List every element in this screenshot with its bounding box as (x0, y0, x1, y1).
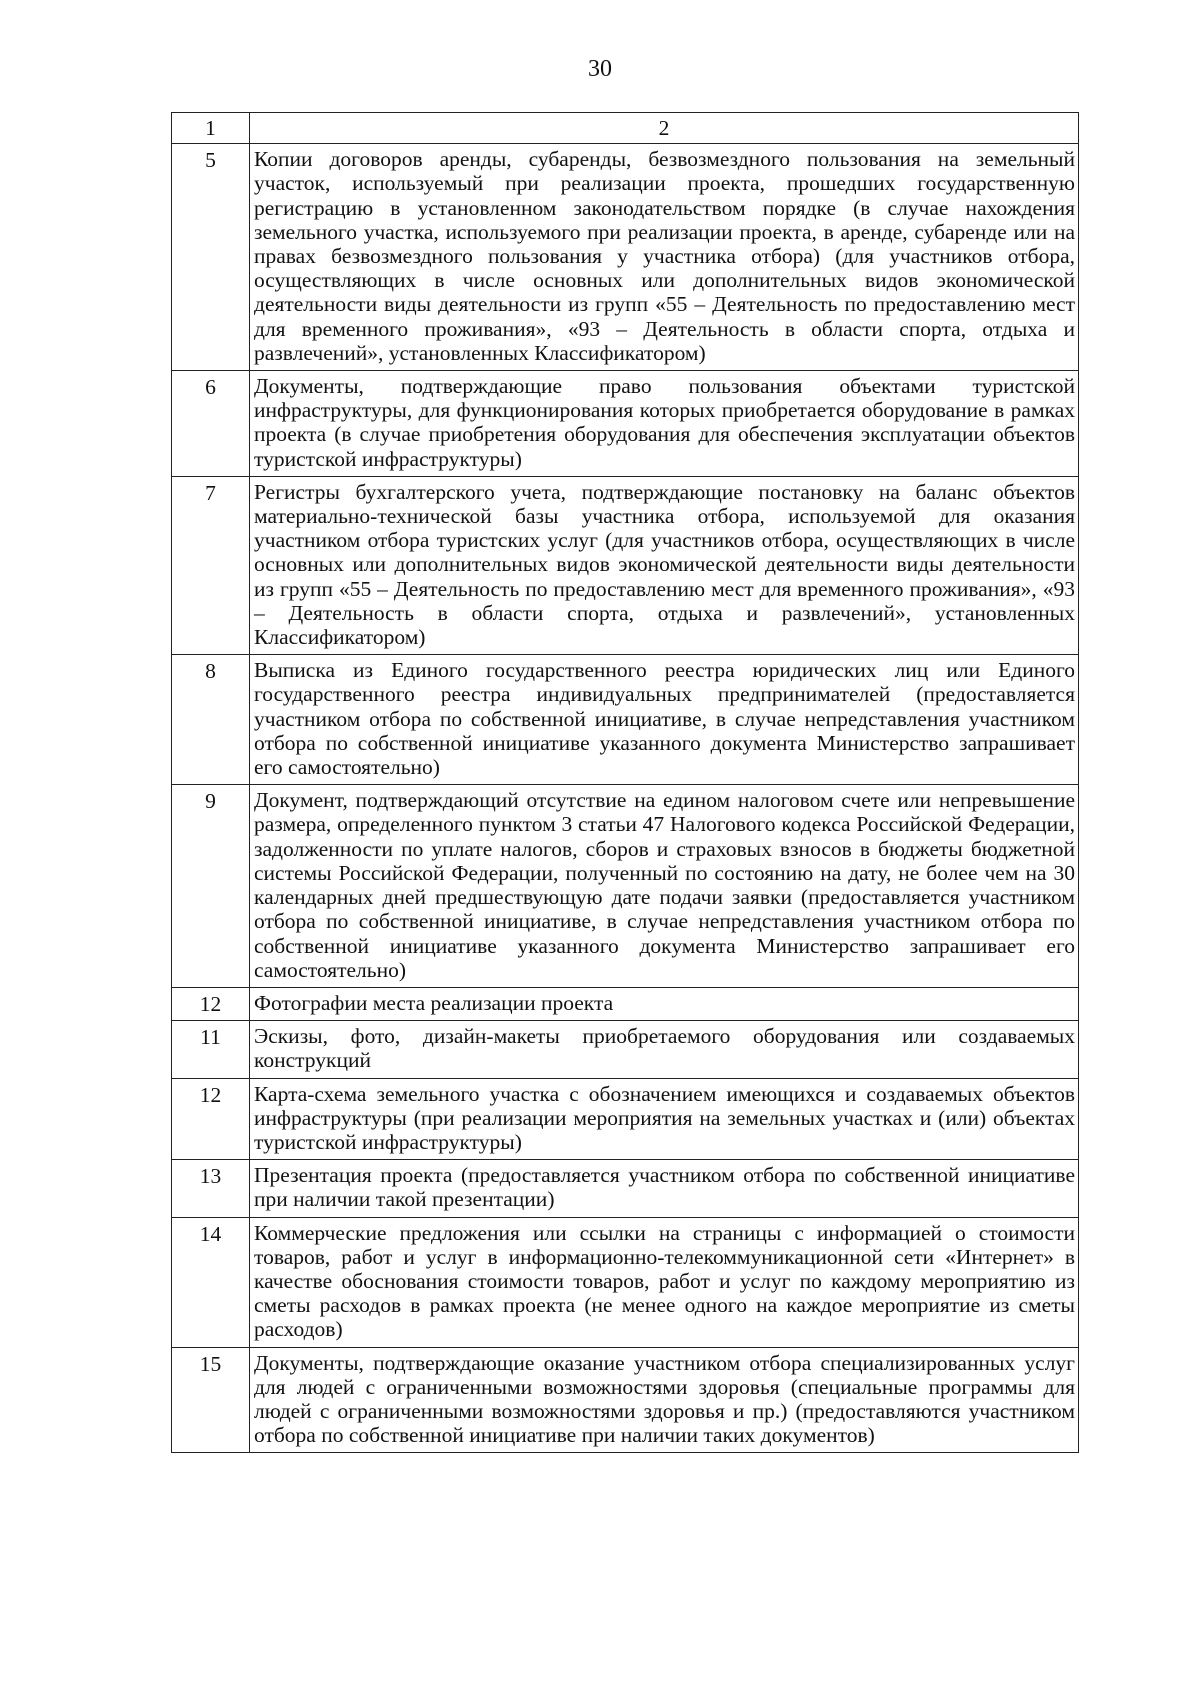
table-header-row (172, 113, 1079, 144)
row-number: 7 (172, 476, 250, 654)
row-text: Выписка из Единого государственного реестра юридических лиц или Единого государственного реестра индивидуальных предпринимателей (предоставляется участником отбора по собственной инициативе, в случае непредставления участником отбора по собственной инициативе указанного документа Министерство запрашивает его самостоятельно) (250, 655, 1079, 785)
row-text: Копии договоров аренды, субаренды, безвозмездного пользования на земельный участок, используемый при реализации проекта, прошедших государственную регистрацию в установленном законодательством порядке (в случае нахождения земельного участка, используемого при реализации проекта, в аренде, субаренде или на правах безвозмездного пользования у участника отбора) (для участников отбора, осуществляющих в числе основных или дополнительных видов экономической деятельности виды деятельности из групп «55 – Деятельность по предоставлению мест для временного проживания», «93 – Деятельность в области спорта, отдыха и развлечений», установленных Классификатором) (250, 144, 1079, 371)
row-text: Карта-схема земельного участка с обозначением имеющихся и создаваемых объектов инфраструктуры (при реализации мероприятия на земельных участках и (или) объектах туристской инфраструктуры) (250, 1078, 1079, 1160)
row-text: Эскизы, фото, дизайн-макеты приобретаемого оборудования или создаваемых конструкций (250, 1021, 1079, 1078)
row-number: 12 (172, 987, 250, 1020)
table-row (172, 1160, 1079, 1217)
row-number: 13 (172, 1160, 250, 1217)
row-text: Документы, подтверждающие оказание участником отбора специализированных услуг для людей с ограниченными возможностями здоровья (специальные программы для людей с ограниченными возможностями здоровья и пр.) (предоставляются участником отбора по собственной инициативе при наличии таких документов) (250, 1347, 1079, 1453)
row-text: Регистры бухгалтерского учета, подтверждающие постановку на баланс объектов материально-технической базы участника отбора, используемой для оказания участником отбора туристских услуг (для участников отбора, осуществляющих в числе основных или дополнительных видов экономической деятельности виды деятельности из групп «55 – Деятельность по предоставлению мест для временного проживания», «93 – Деятельность в области спорта, отдыха и развлечений», установленных Классификатором) (250, 476, 1079, 654)
header-col-1: 1 (172, 113, 250, 144)
table-row (172, 144, 1079, 371)
row-text: Презентация проекта (предоставляется участником отбора по собственной инициативе при наличии такой презентации) (250, 1160, 1079, 1217)
table-row (172, 987, 1079, 1020)
table-row (172, 1078, 1079, 1160)
row-text: Коммерческие предложения или ссылки на страницы с информацией о стоимости товаров, работ и услуг в информационно-телекоммуникационной сети «Интернет» в качестве обоснования стоимости товаров, работ и услуг по каждому мероприятию из сметы расходов в рамках проекта (не менее одного на каждое мероприятие из сметы расходов) (250, 1217, 1079, 1347)
documents-table (171, 112, 1079, 1453)
row-number: 12 (172, 1078, 250, 1160)
table-row (172, 1217, 1079, 1347)
table-row (172, 476, 1079, 654)
row-number: 5 (172, 144, 250, 371)
table-row (172, 785, 1079, 988)
row-number: 14 (172, 1217, 250, 1347)
row-text: Документы, подтверждающие право пользования объектами туристской инфраструктуры, для функционирования которых приобретается оборудование в рамках проекта (в случае приобретения оборудования для обеспечения эксплуатации объектов туристской инфраструктуры) (250, 371, 1079, 477)
table-row (172, 1347, 1079, 1453)
table-row (172, 1021, 1079, 1078)
page-number: 30 (588, 56, 612, 82)
row-number: 15 (172, 1347, 250, 1453)
table-row (172, 371, 1079, 477)
table-row (172, 655, 1079, 785)
row-number: 6 (172, 371, 250, 477)
row-text: Фотографии места реализации проекта (250, 987, 1079, 1020)
header-col-2: 2 (250, 113, 1079, 144)
row-number: 8 (172, 655, 250, 785)
row-text: Документ, подтверждающий отсутствие на едином налоговом счете или непревышение размера, определенного пунктом 3 статьи 47 Налогового кодекса Российской Федерации, задолженности по уплате налогов, сборов и страховых взносов в бюджеты бюджетной системы Российской Федерации, полученный по состоянию на дату, не более чем на 30 календарных дней предшествующую дате подачи заявки (предоставляется участником отбора по собственной инициативе, в случае непредставления участником отбора по собственной инициативе указанного документа Министерство запрашивает его самостоятельно) (250, 785, 1079, 988)
row-number: 9 (172, 785, 250, 988)
row-number: 11 (172, 1021, 250, 1078)
